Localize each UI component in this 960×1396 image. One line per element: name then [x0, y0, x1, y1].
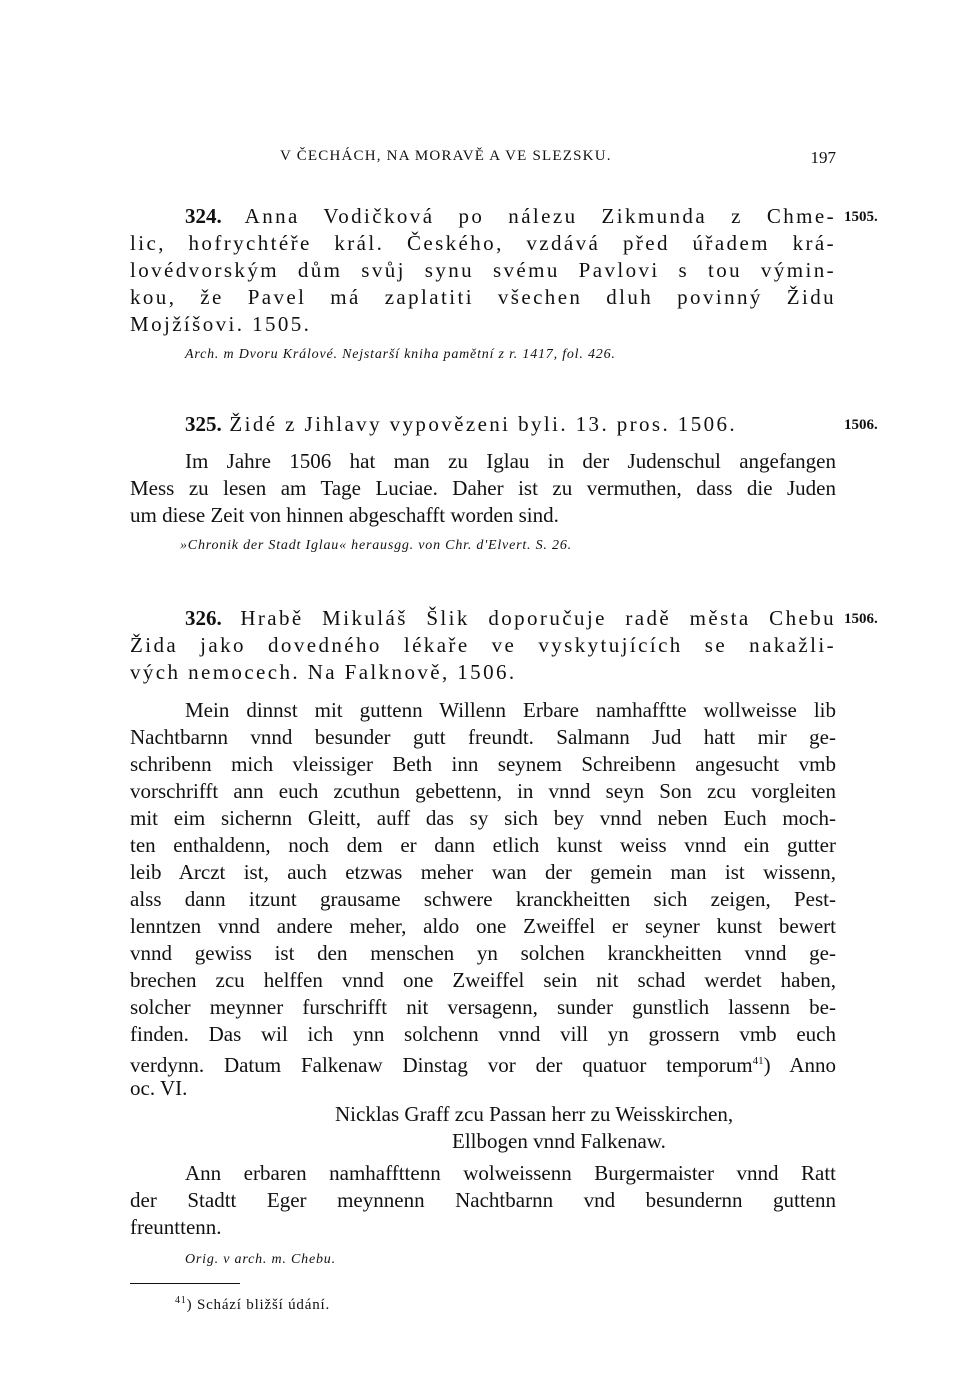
entry-text-line: Žida jako dovedného lékaře ve vyskytujících se nakažli- — [130, 633, 836, 657]
entry-text-line: lovédvorským dům svůj synu svému Pavlovi s tou výmin- — [130, 258, 836, 282]
margin-year: 1506. — [844, 611, 878, 627]
entry-heading-line — [130, 203, 836, 230]
signature-line: Nicklas Graff zcu Passan herr zu Weisskirchen, — [335, 1102, 734, 1126]
letter-line: oc. VI. — [130, 1076, 188, 1100]
address-line: der Stadtt Eger meynnenn Nachtbarnn vnd besundernn guttenn — [130, 1188, 836, 1212]
running-header — [130, 148, 836, 172]
entry-text-line: Im Jahre 1506 hat man zu Iglau in der Judenschul angefangen — [185, 449, 836, 473]
letter-line: Mein dinnst mit guttenn Willenn Erbare namhafftte wollweisse lib — [185, 698, 836, 722]
letter-line: mit eim sichernn Gleitt, auff das sy sich bey vnnd neben Euch moch- — [130, 806, 836, 830]
footnote-marker: 41 — [752, 1055, 764, 1067]
entry-text: Židé z Jihlavy vypovězeni byli. 13. pros. 1506. — [229, 412, 738, 436]
letter-line: vnnd gewiss ist den menschen yn solchen kranckheitten vnnd ge- — [130, 941, 836, 965]
entry-text-line: Mojžíšovi. 1505. — [130, 312, 312, 336]
address-line: freunttenn. — [130, 1215, 222, 1239]
footnote-rule — [130, 1283, 240, 1284]
entry-text-line: lic, hofrychtéře král. Českého, vzdává před úřadem krá- — [130, 231, 836, 255]
letter-line: vorschrifft ann euch zcuthun gebettenn, in vnnd seyn Son zcu vorgleiten — [130, 779, 836, 803]
letter-text: verdynn. Datum Falkenaw Dinstag vor der quatuor temporum — [130, 1053, 753, 1077]
letter-line: schribenn mich vleissiger Beth inn seynem Schreibenn angesucht vmb — [130, 752, 836, 776]
letter-text: ) Anno — [763, 1053, 837, 1077]
entry-text-line: vých nemocech. Na Falknově, 1506. — [130, 660, 517, 684]
margin-year: 1505. — [844, 209, 878, 225]
letter-line: lenntzen vnnd andere meher, aldo one Zweiffel er seyner kunst bewert — [130, 914, 836, 938]
signature-line: Ellbogen vnnd Falkenaw. — [452, 1129, 666, 1153]
source-citation: Orig. v arch. m. Chebu. — [185, 1252, 336, 1267]
entry-text: Anna Vodičková po nálezu Zikmunda z Chme- — [244, 204, 836, 228]
source-citation: Arch. m Dvoru Králové. Nejstarší kniha pamětní z r. 1417, fol. 426. — [185, 347, 616, 362]
page-number: 197 — [810, 148, 836, 167]
letter-line: leib Arczt ist, auch etzwas meher wan der gemein man ist wissenn, — [130, 860, 836, 884]
letter-line: Nachtbarnn vnnd besunder gutt freundt. Salmann Jud hatt mir ge- — [130, 725, 836, 749]
address-line: Ann erbaren namhaffttenn wolweissenn Burgermaister vnnd Ratt — [185, 1161, 836, 1185]
entry-text-line: kou, že Pavel má zaplatiti všechen dluh povinný Židu — [130, 285, 836, 309]
entry-number: 325. — [185, 412, 222, 436]
footnote — [175, 1295, 330, 1314]
header-title: V ČECHÁCH, NA MORAVĚ A VE SLEZSKU. — [280, 148, 612, 164]
letter-line: alss dann itzunt grausame schwere kranckheitten sich zeigen, Pest- — [130, 887, 836, 911]
letter-line — [130, 1048, 836, 1079]
footnote-number: 41 — [175, 1295, 187, 1306]
entry-text: Hrabě Mikuláš Šlik doporučuje radě města Chebu — [240, 606, 836, 630]
margin-year: 1506. — [844, 417, 878, 433]
letter-line: solcher meynner furschrifft nit versagenn, sunder gunstlich lassenn be- — [130, 995, 836, 1019]
letter-line: ten enthaldenn, noch dem er dann etlich kunst weiss vnnd ein gutter — [130, 833, 836, 857]
entry-number: 324. — [185, 204, 222, 228]
entry-heading-line — [130, 605, 836, 632]
footnote-text: ) Schází bližší údání. — [186, 1297, 331, 1313]
letter-line: brechen zcu helffen vnnd one Zweiffel sein nit schad werdet haben, — [130, 968, 836, 992]
entry-text-line: um diese Zeit von hinnen abgeschafft worden sind. — [130, 503, 559, 527]
entry-number: 326. — [185, 606, 222, 630]
letter-line: finden. Das wil ich ynn solchenn vnnd vill yn grossern vmb euch — [130, 1022, 836, 1046]
source-citation: »Chronik der Stadt Iglau« herausgg. von Chr. d'Elvert. S. 26. — [180, 538, 572, 553]
entry-text-line: Mess zu lesen am Tage Luciae. Daher ist zu vermuthen, dass die Juden — [130, 476, 836, 500]
entry-heading-line — [185, 411, 737, 438]
